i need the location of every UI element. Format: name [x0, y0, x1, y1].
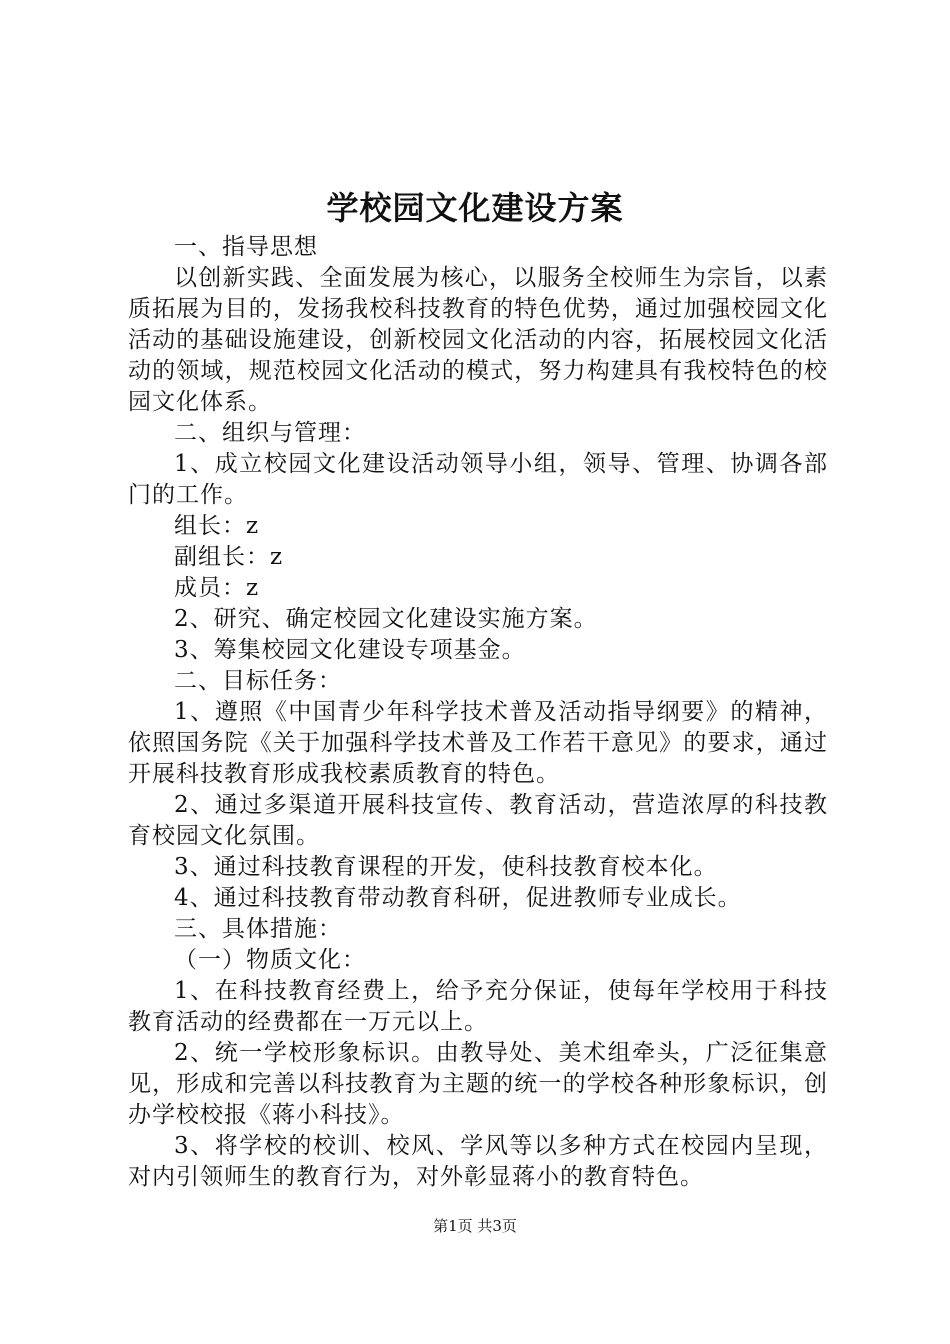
section-heading-guiding-thought: 一、指导思想 — [174, 234, 318, 260]
paragraph-goal-3: 3、通过科技教育课程的开发，使科技教育校本化。 — [174, 854, 718, 880]
paragraph-goal-2: 2、通过多渠道开展科技宣传、教育活动，营造浓厚的科技教育校园文化氛围。 — [128, 792, 828, 849]
paragraph-measure-2: 2、统一学校形象标识。由教导处、美术组牵头，广泛征集意见，形成和完善以科技教育为主题的统一的学校各种形象标识，创办学校校报《蒋小科技》。 — [128, 1040, 828, 1128]
paragraph-organization-2: 2、研究、确定校园文化建设实施方案。 — [174, 606, 598, 632]
paragraph-members: 成员：z — [174, 575, 260, 601]
paragraph-guiding-thought: 以创新实践、全面发展为核心，以服务全校师生为宗旨，以素质拓展为目的，发扬我校科技教育的特色优势，通过加强校园文化活动的基础设施建设，创新校园文化活动的内容，拓展校园文化活动的领域，规范校园文化活动的模式，努力构建具有我校特色的校园文化体系。 — [128, 265, 828, 415]
paragraph-goal-4: 4、通过科技教育带动教育科研，促进教师专业成长。 — [174, 885, 742, 911]
section-heading-goals: 二、目标任务： — [174, 668, 342, 694]
paragraph-team-leader: 组长：z — [174, 513, 260, 539]
subsection-heading-material-culture: （一）物质文化： — [174, 947, 366, 973]
page-number: 第1页 共3页 — [433, 1217, 517, 1235]
section-heading-organization: 二、组织与管理： — [174, 420, 366, 446]
paragraph-organization-3: 3、筹集校园文化建设专项基金。 — [174, 637, 526, 663]
paragraph-deputy-leader: 副组长：z — [174, 544, 284, 570]
paragraph-goal-1: 1、遵照《中国青少年科学技术普及活动指导纲要》的精神，依照国务院《关于加强科学技术普及工作若干意见》的要求，通过开展科技教育形成我校素质教育的特色。 — [128, 699, 828, 787]
paragraph-organization-1: 1、成立校园文化建设活动领导小组，领导、管理、协调各部门的工作。 — [128, 451, 828, 508]
document-body — [128, 232, 828, 1193]
paragraph-measure-3: 3、将学校的校训、校风、学风等以多种方式在校园内呈现，对内引领师生的教育行为，对外彰显蒋小的教育特色。 — [128, 1133, 828, 1190]
paragraph-measure-1: 1、在科技教育经费上，给予充分保证，使每年学校用于科技教育活动的经费都在一万元以上。 — [128, 978, 828, 1035]
document-title: 学校园文化建设方案 — [326, 189, 624, 227]
section-heading-measures: 三、具体措施： — [174, 916, 342, 942]
